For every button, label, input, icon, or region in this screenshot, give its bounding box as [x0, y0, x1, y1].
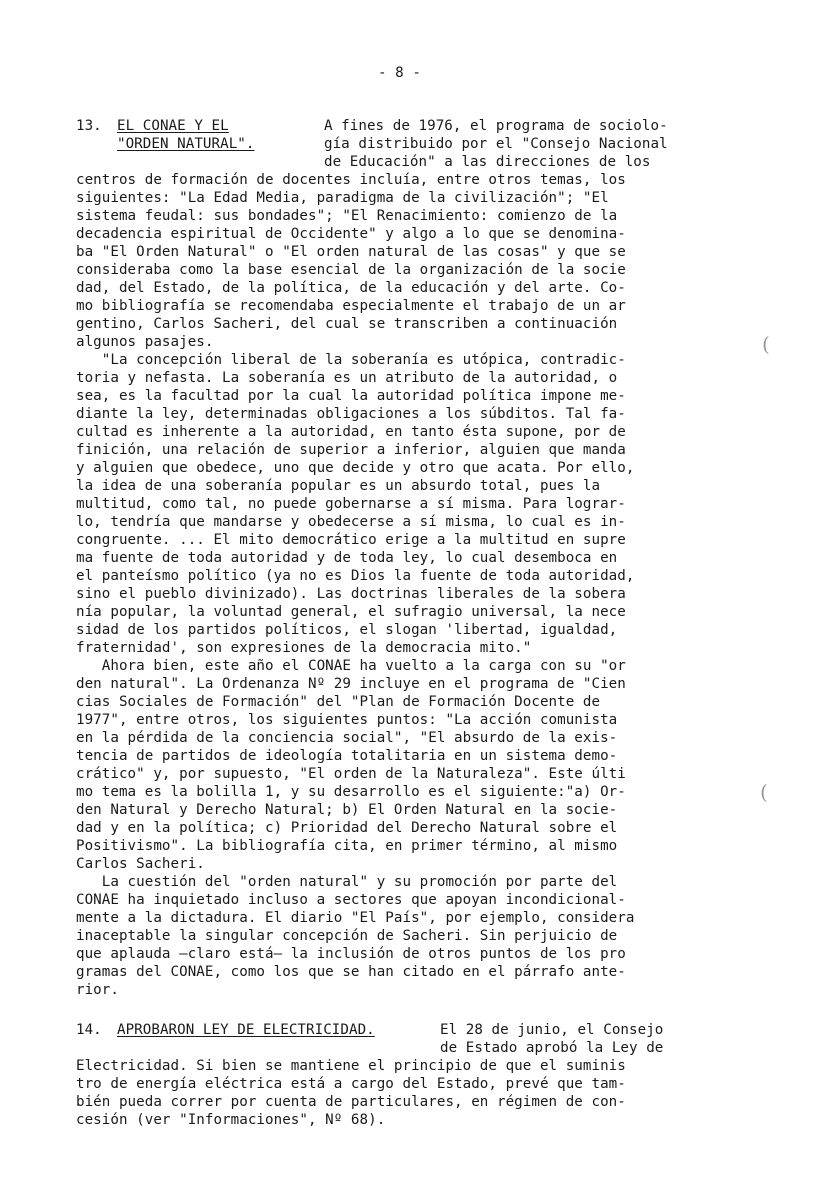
quote-line: ma fuente de toda autoridad y de toda ley, lo cual desemboca en	[76, 550, 618, 566]
body-line: CONAE ha inquietado incluso a sectores que apoyan incondicional-	[76, 892, 626, 908]
quote-line: sidad de los partidos políticos, el slogan 'libertad, igualdad,	[76, 622, 618, 638]
quote-line: lo, tendría que mandarse y obedecerse a sí misma, lo cual es in-	[76, 514, 626, 530]
margin-paren-mark: (	[760, 780, 768, 804]
quote-line: y alguien que obedece, uno que decide y otro que acata. Por ello,	[76, 460, 635, 476]
body-line: centros de formación de docentes incluía, entre otros temas, los	[76, 172, 626, 188]
quote-line: nía popular, la voluntad general, el sufragio universal, la nece	[76, 604, 626, 620]
body-line: den natural". La Ordenanza Nº 29 incluye en el programa de "Cien	[76, 676, 626, 692]
quote-line: multitud, como tal, no puede gobernarse a sí misma. Para lograr-	[76, 496, 626, 512]
quote-line: "La concepción liberal de la soberanía es utópica, contradic-	[76, 352, 626, 368]
section-13-heading-line-2: "ORDEN NATURAL".	[117, 136, 255, 152]
body-line: gentino, Carlos Sacheri, del cual se transcriben a continuación	[76, 316, 618, 332]
section-13-intro-line: gía distribuido por el "Consejo Nacional	[324, 136, 668, 152]
body-line: dad, del Estado, de la política, de la educación y del arte. Co-	[76, 280, 626, 296]
body-line: Ahora bien, este año el CONAE ha vuelto a la carga con su "or	[76, 658, 626, 674]
section-14-number: 14.	[76, 1022, 102, 1038]
body-line: Electricidad. Si bien se mantiene el principio de que el suminis	[76, 1058, 626, 1074]
body-line: Carlos Sacheri.	[76, 856, 205, 872]
section-14-intro-line: El 28 de junio, el Consejo	[440, 1022, 664, 1038]
section-13-intro-line: de Educación" a las direcciones de los	[324, 154, 651, 170]
section-14-intro-line: de Estado aprobó la Ley de	[440, 1040, 664, 1056]
body-line: Positivismo". La bibliografía cita, en primer término, al mismo	[76, 838, 618, 854]
body-line: crático" y, por supuesto, "El orden de la Naturaleza". Este últi	[76, 766, 626, 782]
body-line: gramas del CONAE, como los que se han citado en el párrafo ante-	[76, 964, 626, 980]
page-number: - 8 -	[378, 65, 421, 81]
body-line: cesión (ver "Informaciones", Nº 68).	[76, 1112, 386, 1128]
body-line: bién pueda correr por cuenta de particulares, en régimen de con-	[76, 1094, 626, 1110]
body-line: 1977", entre otros, los siguientes puntos: "La acción comunista	[76, 712, 618, 728]
body-line: mo bibliografía se recomendaba especialmente el trabajo de un ar	[76, 298, 626, 314]
quote-line: sino el pueblo divinizado). Las doctrinas liberales de la sobera	[76, 586, 626, 602]
quote-line: fraternidad', son expresiones de la democracia mito."	[76, 640, 532, 656]
body-line: que aplauda —claro está— la inclusión de otros puntos de los pro	[76, 946, 626, 962]
body-line: La cuestión del "orden natural" y su promoción por parte del	[76, 874, 618, 890]
body-line: sistema feudal: sus bondades"; "El Renacimiento: comienzo de la	[76, 208, 618, 224]
quote-line: el panteísmo político (ya no es Dios la fuente de toda autoridad,	[76, 568, 635, 584]
quote-line: toria y nefasta. La soberanía es un atributo de la autoridad, o	[76, 370, 618, 386]
body-line: mo tema es la bolilla 1, y su desarrollo es el siguiente:"a) Or-	[76, 784, 626, 800]
margin-paren-mark: (	[762, 332, 770, 356]
body-line: inaceptable la singular concepción de Sacheri. Sin perjuicio de	[76, 928, 618, 944]
quote-line: sea, es la facultad por la cual la autoridad política impone me-	[76, 388, 626, 404]
body-line: den Natural y Derecho Natural; b) El Orden Natural en la socie-	[76, 802, 618, 818]
section-14-heading: APROBARON LEY DE ELECTRICIDAD.	[117, 1022, 375, 1038]
body-line: mente a la dictadura. El diario "El País", por ejemplo, considera	[76, 910, 635, 926]
body-line: decadencia espiritual de Occidente" y algo a lo que se denomina-	[76, 226, 626, 242]
body-line: tro de energía eléctrica está a cargo del Estado, prevé que tam-	[76, 1076, 626, 1092]
quote-line: cultad es inherente a la autoridad, en tanto ésta supone, por de	[76, 424, 626, 440]
quote-line: diante la ley, determinadas obligaciones a los súbditos. Tal fa-	[76, 406, 626, 422]
body-line: en la pérdida de la conciencia social", "El absurdo de la exis-	[76, 730, 618, 746]
body-line: cias Sociales de Formación" del "Plan de Formación Docente de	[76, 694, 601, 710]
body-line: siguientes: "La Edad Media, paradigma de la civilización"; "El	[76, 190, 609, 206]
body-line: tencia de partidos de ideología totalitaria en un sistema demo-	[76, 748, 618, 764]
body-line: algunos pasajes.	[76, 334, 214, 350]
section-13-heading-line-1: EL CONAE Y EL	[117, 118, 229, 134]
body-line: rior.	[76, 982, 119, 998]
quote-line: congruente. ... El mito democrático erige a la multitud en supre	[76, 532, 626, 548]
section-13-intro-line: A fines de 1976, el programa de sociolo-	[324, 118, 668, 134]
quote-line: la idea de una soberanía popular es un absurdo total, pues la	[76, 478, 601, 494]
body-line: dad y en la política; c) Prioridad del Derecho Natural sobre el	[76, 820, 618, 836]
body-line: consideraba como la base esencial de la organización de la socie	[76, 262, 626, 278]
quote-line: finición, una relación de superior a inferior, alguien que manda	[76, 442, 626, 458]
section-13-number: 13.	[76, 118, 102, 134]
body-line: ba "El Orden Natural" o "El orden natural de las cosas" y que se	[76, 244, 626, 260]
